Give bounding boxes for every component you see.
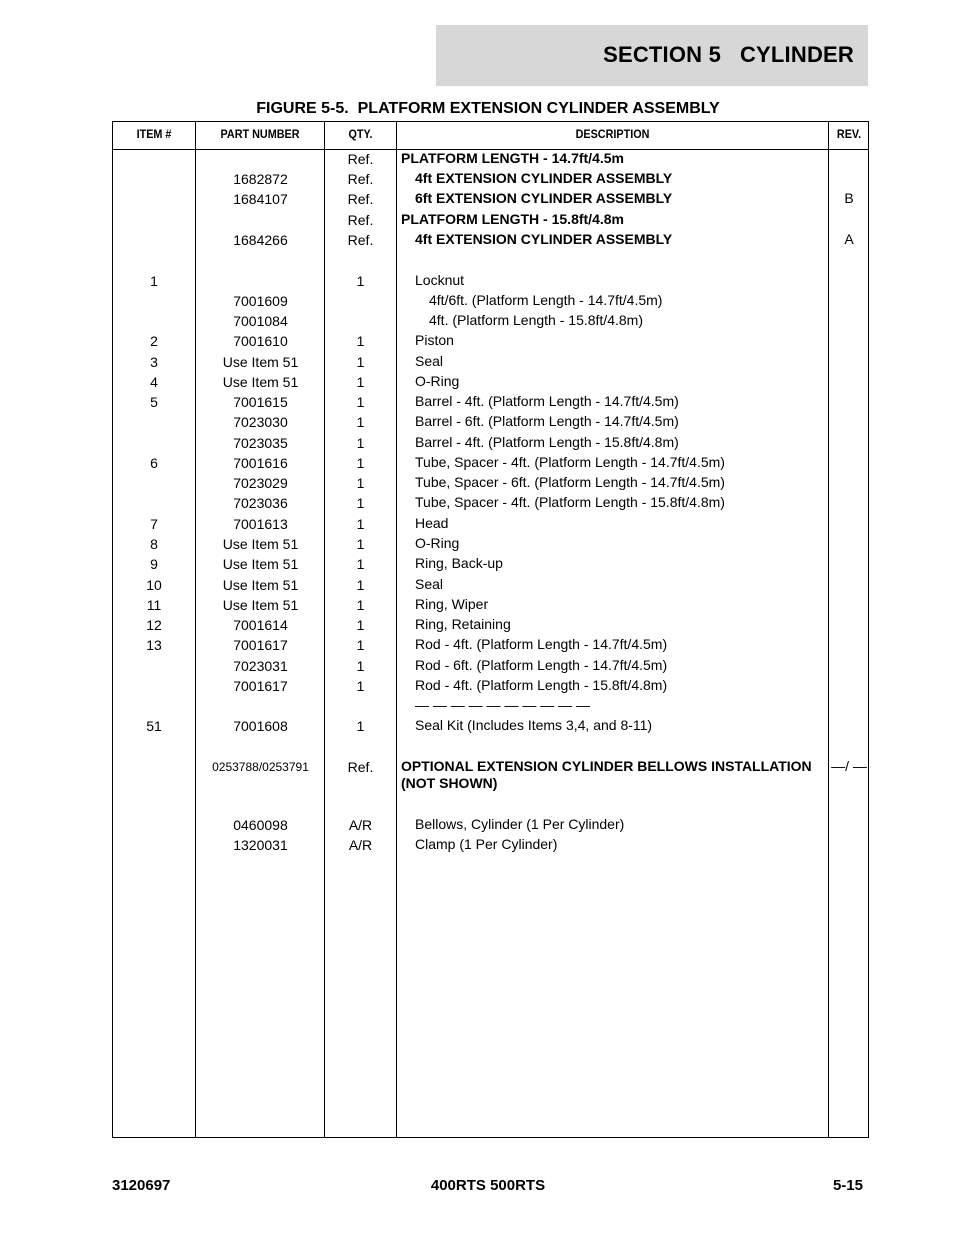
table-row <box>113 657 868 677</box>
part-number-cell: 7023035 <box>233 435 288 451</box>
part-number-cell: 0253788/0253791 <box>212 760 309 774</box>
table-row <box>113 353 868 373</box>
item-number-cell: 9 <box>150 556 158 572</box>
quantity-cell: A/R <box>348 817 373 833</box>
part-number-cell: Use Item 51 <box>222 597 299 613</box>
item-number-cell: 2 <box>150 333 158 349</box>
quantity-cell: 1 <box>356 333 365 349</box>
quantity-cell: 1 <box>356 637 365 653</box>
quantity-cell: 1 <box>356 394 365 410</box>
description-cell: Tube, Spacer - 4ft. (Platform Length - 14.7ft/4.5m) <box>415 454 725 470</box>
description-cell: Rod - 4ft. (Platform Length - 14.7ft/4.5m) <box>415 636 668 652</box>
item-number-cell: 7 <box>150 516 158 532</box>
quantity-cell: Ref. <box>347 232 374 248</box>
description-cell: 4ft EXTENSION CYLINDER ASSEMBLY <box>415 231 673 247</box>
part-number-cell: 7001084 <box>233 313 288 329</box>
item-number-cell: 4 <box>150 374 158 390</box>
description-cell: O-Ring <box>415 535 460 551</box>
part-number-cell: 7023030 <box>233 414 288 430</box>
part-number-cell: 7023036 <box>233 495 288 511</box>
description-cell: — — — — — — — — — — <box>415 697 591 713</box>
part-number-cell: 7001617 <box>233 678 288 694</box>
footer-model: 400RTS 500RTS <box>430 1177 546 1194</box>
revision-cell: A <box>844 231 854 247</box>
description-cell: PLATFORM LENGTH - 14.7ft/4.5m <box>401 150 624 166</box>
table-row <box>113 393 868 413</box>
part-number-cell: 7001614 <box>233 617 288 633</box>
description-cell: Barrel - 4ft. (Platform Length - 14.7ft/4.5m) <box>415 393 679 409</box>
quantity-cell: 1 <box>356 495 365 511</box>
table-row <box>113 697 868 717</box>
part-number-cell: 7001617 <box>233 637 288 653</box>
table-row <box>113 150 868 170</box>
quantity-cell: Ref. <box>347 191 374 207</box>
table-row <box>113 312 868 332</box>
item-number-cell: 5 <box>150 394 158 410</box>
quantity-cell: 1 <box>356 658 365 674</box>
description-cell: 4ft. (Platform Length - 15.8ft/4.8m) <box>429 312 643 328</box>
description-cell: Barrel - 6ft. (Platform Length - 14.7ft/4.5m) <box>415 413 679 429</box>
description-cell: Seal <box>415 353 444 369</box>
table-row <box>113 170 868 190</box>
item-number-cell: 8 <box>150 536 158 552</box>
part-number-cell: 7023031 <box>233 658 288 674</box>
description-cell: 4ft EXTENSION CYLINDER ASSEMBLY <box>415 170 673 186</box>
description-cell: PLATFORM LENGTH - 15.8ft/4.8m <box>401 211 624 227</box>
section-banner <box>436 25 868 86</box>
quantity-cell: 1 <box>356 536 365 552</box>
description-cell: Seal <box>415 576 444 592</box>
description-cell: Piston <box>415 332 454 348</box>
quantity-cell: Ref. <box>347 212 374 228</box>
quantity-cell: Ref. <box>347 759 374 775</box>
parts-table <box>112 121 869 1138</box>
table-row <box>113 758 868 791</box>
quantity-cell: 1 <box>356 597 365 613</box>
description-cell: Head <box>415 515 449 531</box>
table-row <box>113 272 868 292</box>
part-number-cell: 1682872 <box>233 171 288 187</box>
table-row <box>113 717 868 737</box>
quantity-cell: 1 <box>356 577 365 593</box>
table-row <box>113 836 868 856</box>
item-number-cell: 6 <box>150 455 158 471</box>
item-number-cell: 11 <box>146 597 162 613</box>
quantity-cell: 1 <box>356 617 365 633</box>
quantity-cell: 1 <box>356 273 365 289</box>
footer-doc-number: 3120697 <box>112 1177 171 1194</box>
table-row <box>113 677 868 697</box>
part-number-cell: Use Item 51 <box>222 536 299 552</box>
header-rev: REV. <box>836 127 862 141</box>
item-number-cell: 13 <box>146 637 162 653</box>
table-row <box>113 555 868 575</box>
description-cell: Clamp (1 Per Cylinder) <box>415 836 558 852</box>
table-row <box>113 816 868 836</box>
revision-cell: B <box>844 190 854 206</box>
part-number-cell: 7001610 <box>233 333 288 349</box>
table-row <box>113 616 868 636</box>
table-row <box>113 413 868 433</box>
quantity-cell: 1 <box>356 475 365 491</box>
item-number-cell: 1 <box>150 273 158 289</box>
table-row <box>113 292 868 312</box>
revision-cell: —/ — <box>831 758 867 774</box>
description-cell: Ring, Back-up <box>415 555 503 571</box>
table-row <box>113 515 868 535</box>
description-cell: Ring, Retaining <box>415 616 511 632</box>
quantity-cell: 1 <box>356 435 365 451</box>
table-row <box>113 434 868 454</box>
table-row <box>113 373 868 393</box>
table-row <box>113 231 868 251</box>
header-description: DESCRIPTION <box>575 127 650 141</box>
header-item: ITEM # <box>136 127 172 141</box>
description-cell: Locknut <box>415 272 465 288</box>
table-row <box>113 596 868 616</box>
part-number-cell: 7001616 <box>233 455 288 471</box>
description-cell: 4ft/6ft. (Platform Length - 14.7ft/4.5m) <box>429 292 663 308</box>
part-number-cell: Use Item 51 <box>222 556 299 572</box>
section-title: SECTION 5 CYLINDER <box>603 42 854 67</box>
part-number-cell: 0460098 <box>233 817 288 833</box>
quantity-cell: 1 <box>356 354 365 370</box>
quantity-cell: Ref. <box>347 151 374 167</box>
quantity-cell: 1 <box>356 414 365 430</box>
item-number-cell: 3 <box>150 354 158 370</box>
table-row <box>113 454 868 474</box>
quantity-cell: 1 <box>356 455 365 471</box>
table-row <box>113 494 868 514</box>
description-cell: Rod - 6ft. (Platform Length - 14.7ft/4.5m) <box>415 657 668 673</box>
part-number-cell: 7001609 <box>233 293 288 309</box>
quantity-cell: A/R <box>348 837 373 853</box>
part-number-cell: 7001615 <box>233 394 288 410</box>
part-number-cell: Use Item 51 <box>222 577 299 593</box>
item-number-cell: 51 <box>146 718 162 734</box>
quantity-cell: 1 <box>356 718 365 734</box>
description-cell: Tube, Spacer - 6ft. (Platform Length - 14.7ft/4.5m) <box>415 474 725 490</box>
part-number-cell: Use Item 51 <box>222 374 299 390</box>
item-number-cell: 10 <box>146 577 162 593</box>
part-number-cell: 1320031 <box>233 837 288 853</box>
header-qty: QTY. <box>348 127 373 141</box>
item-number-cell: 12 <box>146 617 162 633</box>
description-cell: 6ft EXTENSION CYLINDER ASSEMBLY <box>415 190 673 206</box>
description-cell: Ring, Wiper <box>415 596 489 612</box>
header-part-number: PART NUMBER <box>220 127 300 141</box>
table-row <box>113 535 868 555</box>
part-number-cell: 7023029 <box>233 475 288 491</box>
part-number-cell: Use Item 51 <box>222 354 299 370</box>
description-cell: O-Ring <box>415 373 460 389</box>
part-number-cell: 1684266 <box>233 232 288 248</box>
quantity-cell: 1 <box>356 678 365 694</box>
part-number-cell: 7001608 <box>233 718 288 734</box>
table-row <box>113 576 868 596</box>
description-cell: Bellows, Cylinder (1 Per Cylinder) <box>415 816 625 832</box>
figure-title: FIGURE 5-5. PLATFORM EXTENSION CYLINDER ASSEMBLY <box>256 100 720 117</box>
table-row <box>113 636 868 656</box>
description-cell: Seal Kit (Includes Items 3,4, and 8-11) <box>415 717 653 733</box>
table-row <box>113 332 868 352</box>
description-cell: Rod - 4ft. (Platform Length - 15.8ft/4.8m) <box>415 677 668 693</box>
part-number-cell: 1684107 <box>233 191 288 207</box>
quantity-cell: 1 <box>356 374 365 390</box>
quantity-cell: Ref. <box>347 171 374 187</box>
table-row <box>113 190 868 210</box>
part-number-cell: 7001613 <box>233 516 288 532</box>
footer-page-number: 5-15 <box>832 1177 863 1194</box>
table-row <box>113 474 868 494</box>
table-row <box>113 211 868 231</box>
quantity-cell: 1 <box>356 556 365 572</box>
description-cell: Tube, Spacer - 4ft. (Platform Length - 15.8ft/4.8m) <box>415 494 725 510</box>
quantity-cell: 1 <box>356 516 365 532</box>
description-cell: OPTIONAL EXTENSION CYLINDER BELLOWS INSTALLATION (NOT SHOWN) <box>401 758 812 791</box>
description-cell: Barrel - 4ft. (Platform Length - 15.8ft/4.8m) <box>415 434 679 450</box>
